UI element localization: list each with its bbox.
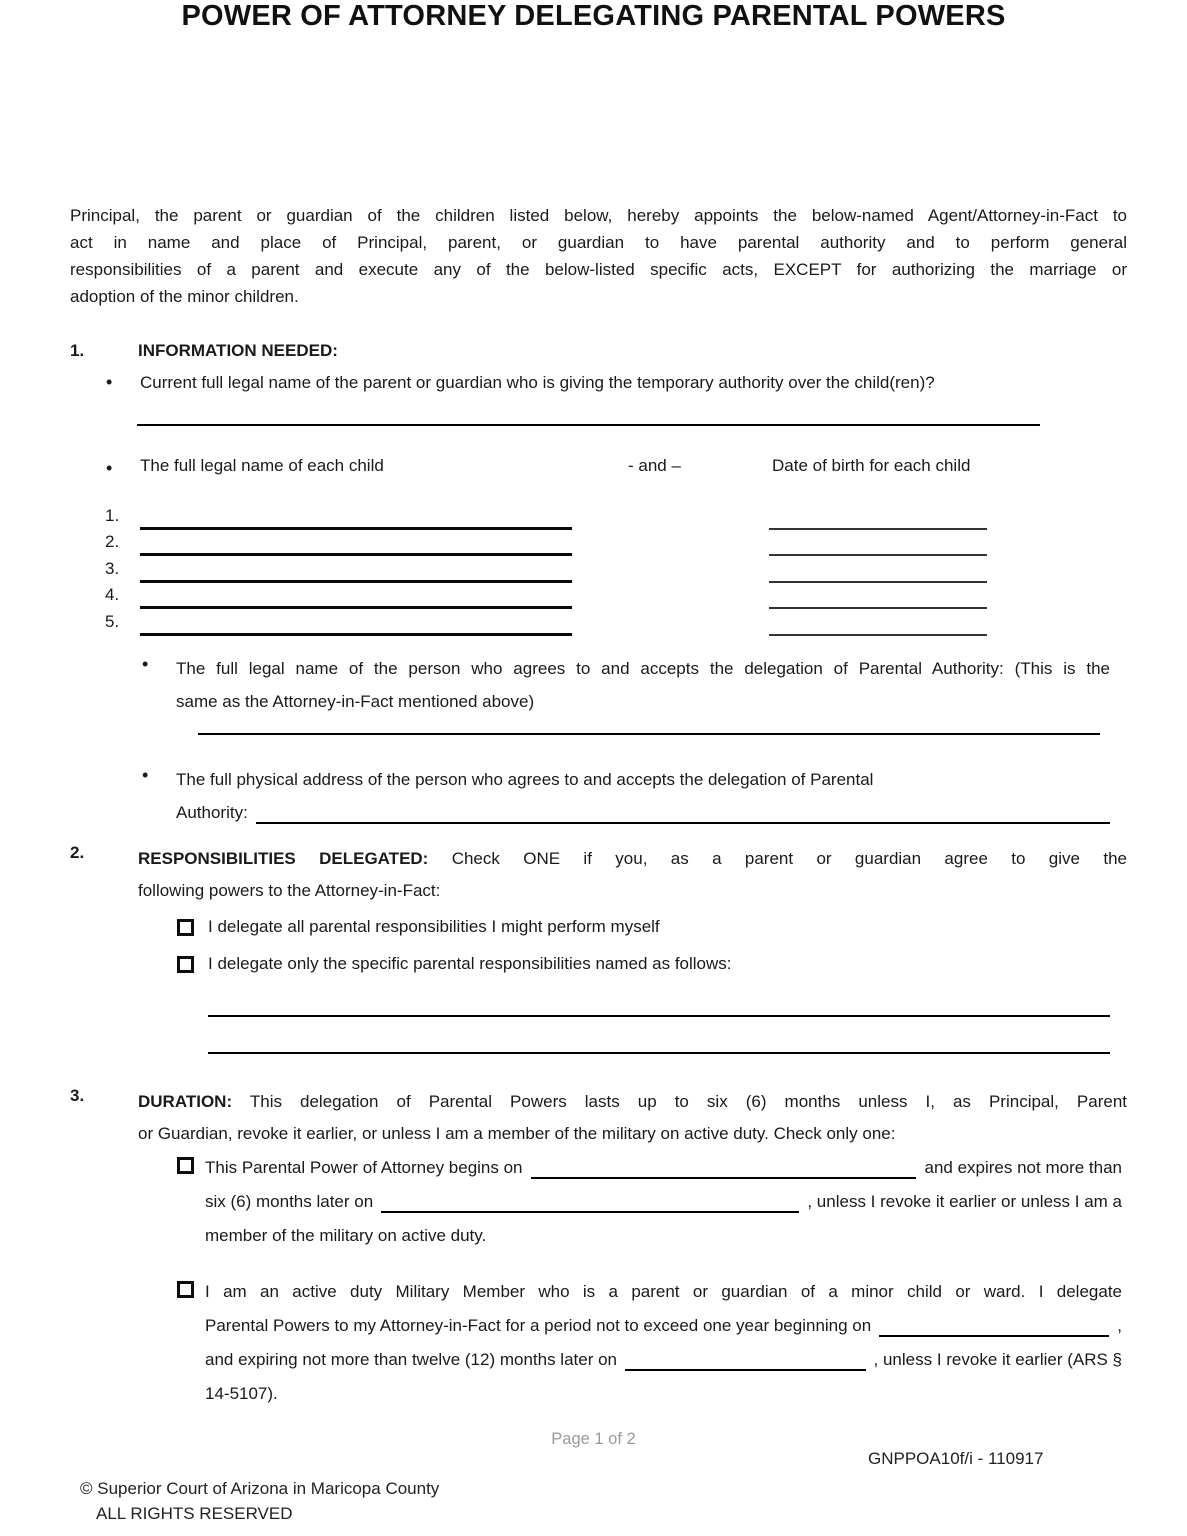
six-months-text: six (6) months later on — [205, 1192, 374, 1211]
section2-heading-line1 — [138, 843, 1127, 875]
section3-title: DURATION: — [138, 1092, 233, 1111]
children-list — [105, 503, 1005, 636]
expires-text: and expires not more than — [924, 1158, 1122, 1177]
delegate-specific-option — [177, 954, 732, 974]
section2-intro-line1: Check ONE if you, as a parent or guardian agree to give the — [451, 849, 1127, 868]
bullet-icon: • — [142, 765, 149, 785]
agent-name-prompt-line1: The full legal name of the person who agrees to and accepts the delegation of Parental Authority: (This is the — [176, 659, 1110, 678]
duration-military-line1: I am an active duty Military Member who is a parent or guardian of a minor child or ward. I delegate — [205, 1282, 1122, 1301]
agent-address-prompt — [176, 763, 1110, 829]
section3-intro-line1: This delegation of Parental Powers lasts up to six (6) months unless I, as Principal, Parent — [249, 1092, 1127, 1111]
agent-address-prompt-line1: The full physical address of the person who agrees to and accepts the delegation of Parental — [176, 770, 874, 789]
agent-name-prompt — [176, 652, 1110, 718]
duration-standard-option — [177, 1151, 1122, 1253]
child-dob-input-line[interactable] — [769, 634, 987, 636]
child-row-number: 3. — [105, 558, 120, 578]
section1-title: INFORMATION NEEDED: — [138, 341, 338, 360]
comma-text: , — [1117, 1316, 1122, 1335]
bullet-icon: • — [106, 372, 113, 392]
agent-address-input-line[interactable] — [256, 796, 1110, 824]
copyright-text: © Superior Court of Arizona in Maricopa County — [80, 1479, 440, 1498]
intro-line: Principal, the parent or guardian of the children listed below, hereby appoints the below-named Agent/Attorney-in-Fact to — [70, 206, 1127, 225]
duration-military-line3 — [205, 1343, 1122, 1377]
delegate-all-label: I delegate all parental responsibilities I might perform myself — [208, 917, 660, 936]
duration-military-text — [205, 1275, 1122, 1411]
agent-name-bullet — [142, 652, 1110, 718]
section2-heading-text — [138, 843, 1127, 907]
duration-standard-line1 — [205, 1151, 1122, 1185]
delegate-all-option — [177, 917, 660, 937]
parent-name-input-line[interactable] — [137, 424, 1040, 426]
children-name-header: The full legal name of each child — [140, 456, 384, 475]
duration-military-option — [177, 1275, 1122, 1411]
agent-address-line2 — [176, 796, 1110, 829]
agent-address-label: Authority: — [176, 803, 248, 822]
military-begin-date-input-line[interactable] — [879, 1309, 1109, 1337]
duration-standard-text — [205, 1151, 1122, 1253]
begin-date-input-line[interactable] — [531, 1151, 917, 1179]
duration-military-line4: 14-5107). — [205, 1384, 278, 1403]
duration-standard-checkbox[interactable] — [177, 1157, 194, 1174]
child-row — [105, 530, 1005, 557]
military-revoke-text: , unless I revoke it earlier (ARS § — [873, 1350, 1122, 1369]
child-row — [105, 556, 1005, 583]
section2-number: 2. — [70, 843, 85, 862]
duration-standard-line2 — [205, 1185, 1122, 1219]
section3-intro-line2: or Guardian, revoke it earlier, or unless I am a member of the military on active duty. Check only one: — [138, 1124, 896, 1143]
section2-intro-line2: following powers to the Attorney-in-Fact: — [138, 881, 441, 900]
rights-reserved-text: ALL RIGHTS RESERVED — [96, 1504, 293, 1523]
section3-heading-text — [138, 1086, 1127, 1150]
specific-responsibilities-input-line-1[interactable] — [208, 1015, 1110, 1017]
section1-number: 1. — [70, 341, 85, 360]
children-header-separator: - and – — [628, 456, 681, 475]
child-row-number: 1. — [105, 505, 120, 525]
child-row — [105, 583, 1005, 610]
child-row — [105, 503, 1005, 530]
agent-address-bullet — [142, 763, 1110, 829]
military-beginning-text: Parental Powers to my Attorney-in-Fact for a period not to exceed one year beginning on — [205, 1316, 872, 1335]
agent-name-input-line[interactable] — [198, 733, 1100, 735]
duration-standard-line3: member of the military on active duty. — [205, 1226, 487, 1245]
begins-on-text: This Parental Power of Attorney begins on — [205, 1158, 523, 1177]
specific-responsibilities-input-line-2[interactable] — [208, 1052, 1110, 1054]
bullet-icon: • — [142, 654, 149, 674]
delegate-specific-checkbox[interactable] — [177, 956, 194, 973]
intro-line: responsibilities of a parent and execute any of the below-listed specific acts, EXCEPT for authorizing the marriage or — [70, 260, 1127, 279]
delegate-specific-label: I delegate only the specific parental responsibilities named as follows: — [208, 954, 732, 973]
section1-heading — [70, 341, 1127, 361]
section3-number: 3. — [70, 1086, 85, 1105]
unless-revoke-text: , unless I revoke it earlier or unless I am a — [807, 1192, 1122, 1211]
page-title: POWER OF ATTORNEY DELEGATING PARENTAL POWERS — [181, 0, 1006, 32]
military-expire-date-input-line[interactable] — [625, 1343, 866, 1371]
section2-heading — [70, 843, 1127, 907]
bullet-icon: • — [106, 458, 113, 478]
duration-military-line2 — [205, 1309, 1122, 1343]
section3-heading-line1 — [138, 1086, 1127, 1118]
parent-name-bullet — [106, 370, 1127, 395]
child-row-number: 2. — [105, 532, 120, 551]
child-row-number: 4. — [105, 585, 120, 604]
section3-heading — [70, 1086, 1127, 1150]
child-row — [105, 609, 1005, 636]
children-header-row — [0, 456, 1187, 481]
agent-name-prompt-line2: same as the Attorney-in-Fact mentioned above) — [176, 692, 535, 711]
child-row-number: 5. — [105, 611, 120, 631]
section2-title: RESPONSIBILITIES DELEGATED: — [138, 849, 429, 868]
intro-line: act in name and place of Principal, parent, or guardian to have parental authority and to perform general — [70, 233, 1127, 252]
intro-paragraph — [70, 202, 1127, 310]
expire-date-input-line[interactable] — [381, 1185, 799, 1213]
delegate-all-checkbox[interactable] — [177, 919, 194, 936]
military-expiring-text: and expiring not more than twelve (12) months later on — [205, 1350, 618, 1369]
duration-military-checkbox[interactable] — [177, 1281, 194, 1298]
form-code: GNPPOA10f/i - 110917 — [868, 1449, 1044, 1468]
child-name-input-line[interactable] — [140, 633, 572, 636]
children-dob-header: Date of birth for each child — [772, 456, 971, 475]
intro-line: adoption of the minor children. — [70, 287, 299, 306]
page-indicator: Page 1 of 2 — [551, 1430, 636, 1448]
parent-name-prompt: Current full legal name of the parent or guardian who is giving the temporary authority over the child(ren)? — [140, 373, 935, 392]
